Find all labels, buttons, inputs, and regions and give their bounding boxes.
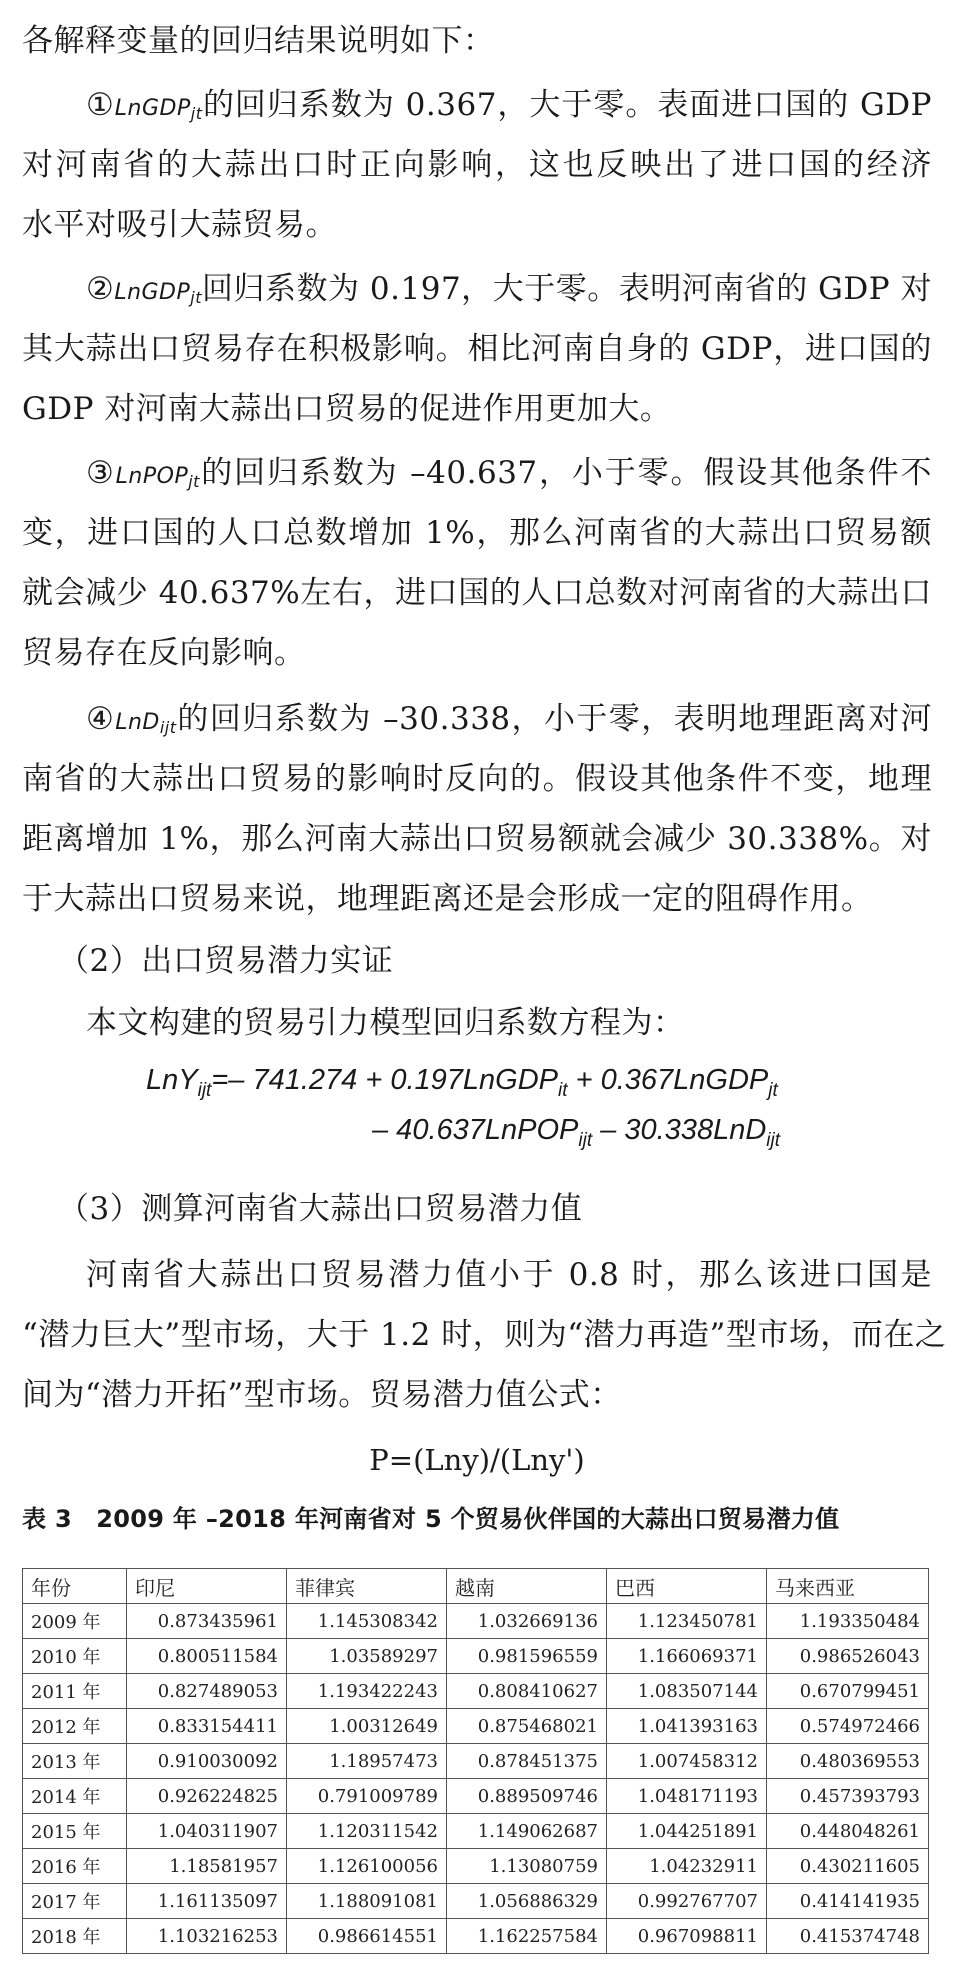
- value-cell: 1.149062687: [447, 1814, 607, 1849]
- value-cell: 0.981596559: [447, 1639, 607, 1674]
- value-cell: 1.044251891: [607, 1814, 767, 1849]
- value-cell: 0.414141935: [767, 1884, 929, 1919]
- eq-term-1-subscript: jt: [768, 1079, 778, 1101]
- value-cell: 0.480369553: [767, 1744, 929, 1779]
- value-cell: 1.18581957: [127, 1849, 287, 1884]
- p2-line1-text: 回归系数为 0.197，大于零。表明河南省的 GDP 对: [202, 271, 932, 307]
- value-cell: 1.007458312: [607, 1744, 767, 1779]
- value-cell: 1.048171193: [607, 1779, 767, 1814]
- value-cell: 1.166069371: [607, 1639, 767, 1674]
- p2-line2: 其大蒜出口贸易存在积极影响。相比河南自身的 GDP，进口国的: [22, 331, 932, 367]
- value-cell: 1.161135097: [127, 1884, 287, 1919]
- value-cell: 0.878451375: [447, 1744, 607, 1779]
- value-cell: 0.926224825: [127, 1779, 287, 1814]
- eq-lhs: LnY: [146, 1064, 198, 1096]
- var-base: LnD: [115, 710, 160, 735]
- value-cell: 0.992767707: [607, 1884, 767, 1919]
- var-subscript: ijt: [159, 718, 177, 737]
- p2-line1: [86, 270, 932, 317]
- value-cell: 0.873435961: [127, 1604, 287, 1639]
- p3-line3: 就会减少 40.637%左右，进口国的人口总数对河南省的大蒜出口: [22, 575, 932, 611]
- eq-term-3: – 30.338LnD: [592, 1114, 767, 1146]
- value-cell: 1.145308342: [287, 1604, 447, 1639]
- value-cell: 0.827489053: [127, 1674, 287, 1709]
- value-cell: 1.193350484: [767, 1604, 929, 1639]
- value-cell: 0.574972466: [767, 1709, 929, 1744]
- p6-line1: 河南省大蒜出口贸易潜力值小于 0.8 时，那么该进口国是: [86, 1257, 932, 1293]
- section-heading-3: （3）测算河南省大蒜出口贸易潜力值: [58, 1191, 583, 1227]
- eq-lhs-subscript: ijt: [197, 1079, 212, 1101]
- value-cell: 1.040311907: [127, 1814, 287, 1849]
- value-cell: 0.670799451: [767, 1674, 929, 1709]
- p4-line1: [86, 700, 932, 747]
- table-body: [23, 1604, 929, 1954]
- table-row: [23, 1674, 929, 1709]
- value-cell: 0.448048261: [767, 1814, 929, 1849]
- p3-line1: [86, 454, 932, 501]
- variable-lngdp-jt: [115, 96, 203, 121]
- table-row: [23, 1919, 929, 1954]
- p4-line4: 于大蒜出口贸易来说，地理距离还是会形成一定的阻碍作用。: [22, 881, 873, 917]
- year-cell: 2018 年: [23, 1919, 127, 1954]
- header-brazil: 巴西: [607, 1569, 767, 1604]
- eq-term-2: – 40.637LnPOP: [372, 1114, 579, 1146]
- potential-table: [22, 1568, 929, 1954]
- value-cell: 1.126100056: [287, 1849, 447, 1884]
- value-cell: 0.457393793: [767, 1779, 929, 1814]
- circled-number-4: ④: [86, 701, 116, 737]
- value-cell: 1.04232911: [607, 1849, 767, 1884]
- variable-lnpop-jt: [116, 464, 200, 489]
- year-cell: 2014 年: [23, 1779, 127, 1814]
- p1-line1: [86, 86, 932, 133]
- year-cell: 2015 年: [23, 1814, 127, 1849]
- eq-term-2-subscript: ijt: [578, 1129, 593, 1151]
- header-indonesia: 印尼: [127, 1569, 287, 1604]
- value-cell: 1.193422243: [287, 1674, 447, 1709]
- value-cell: 0.800511584: [127, 1639, 287, 1674]
- value-cell: 0.430211605: [767, 1849, 929, 1884]
- year-cell: 2010 年: [23, 1639, 127, 1674]
- value-cell: 0.910030092: [127, 1744, 287, 1779]
- value-cell: 1.056886329: [447, 1884, 607, 1919]
- equation-line-2: [372, 1112, 780, 1159]
- value-cell: 1.120311542: [287, 1814, 447, 1849]
- value-cell: 1.123450781: [607, 1604, 767, 1639]
- value-cell: 0.808410627: [447, 1674, 607, 1709]
- value-cell: 0.986614551: [287, 1919, 447, 1954]
- circled-number-1: ①: [86, 87, 115, 123]
- header-malaysia: 马来西亚: [767, 1569, 929, 1604]
- table-header-row: [23, 1569, 929, 1604]
- p1-line3: 水平对吸引大蒜贸易。: [22, 207, 337, 243]
- year-cell: 2011 年: [23, 1674, 127, 1709]
- value-cell: 0.967098811: [607, 1919, 767, 1954]
- value-cell: 1.032669136: [447, 1604, 607, 1639]
- p2-line3: GDP 对河南大蒜出口贸易的促进作用更加大。: [22, 391, 672, 427]
- var-subscript: jt: [188, 472, 200, 491]
- table-row: [23, 1779, 929, 1814]
- potential-formula: P=(Lny)/(Lny'): [369, 1443, 585, 1477]
- p1-line1-text: 的回归系数为 0.367，大于零。表面进口国的 GDP: [202, 87, 932, 123]
- header-vietnam: 越南: [447, 1569, 607, 1604]
- table-row: [23, 1744, 929, 1779]
- header-year: 年份: [23, 1569, 127, 1604]
- value-cell: 1.18957473: [287, 1744, 447, 1779]
- value-cell: 1.041393163: [607, 1709, 767, 1744]
- var-base: LnGDP: [114, 280, 191, 305]
- p3-line1-text: 的回归系数为 –40.637，小于零。假设其他条件不: [199, 455, 932, 491]
- year-cell: 2012 年: [23, 1709, 127, 1744]
- value-cell: 1.13080759: [447, 1849, 607, 1884]
- year-cell: 2017 年: [23, 1884, 127, 1919]
- value-cell: 0.791009789: [287, 1779, 447, 1814]
- p4-line2: 南省的大蒜出口贸易的影响时反向的。假设其他条件不变，地理: [22, 761, 932, 797]
- value-cell: 0.986526043: [767, 1639, 929, 1674]
- year-cell: 2016 年: [23, 1849, 127, 1884]
- p1-line2: 对河南省的大蒜出口时正向影响，这也反映出了进口国的经济: [22, 147, 932, 183]
- year-cell: 2013 年: [23, 1744, 127, 1779]
- var-subscript: jt: [190, 104, 203, 123]
- table-row: [23, 1814, 929, 1849]
- p5-line: 本文构建的贸易引力模型回归系数方程为：: [86, 1005, 685, 1041]
- value-cell: 0.415374748: [767, 1919, 929, 1954]
- table-row: [23, 1709, 929, 1744]
- value-cell: 1.162257584: [447, 1919, 607, 1954]
- var-base: LnGDP: [114, 96, 191, 121]
- eq-term-0: =– 741.274 + 0.197LnGDP: [211, 1064, 559, 1096]
- p3-line2: 变，进口国的人口总数增加 1%，那么河南省的大蒜出口贸易额: [22, 515, 932, 551]
- value-cell: 1.103216253: [127, 1919, 287, 1954]
- eq-term-0-subscript: it: [558, 1079, 568, 1101]
- p4-line1-text: 的回归系数为 –30.338，小于零，表明地理距离对河: [176, 701, 932, 737]
- variable-lngdp-jt: [114, 280, 202, 305]
- eq-term-1: + 0.367LnGDP: [567, 1064, 769, 1096]
- header-philippines: 菲律宾: [287, 1569, 447, 1604]
- var-subscript: jt: [190, 288, 202, 307]
- intro-line: 各解释变量的回归结果说明如下：: [22, 23, 495, 59]
- year-cell: 2009 年: [23, 1604, 127, 1639]
- equation-line-1: [146, 1062, 778, 1109]
- p4-line3: 距离增加 1%，那么河南大蒜出口贸易额就会减少 30.338%。对: [22, 821, 932, 857]
- value-cell: 1.00312649: [287, 1709, 447, 1744]
- eq-term-3-subscript: ijt: [766, 1129, 781, 1151]
- value-cell: 1.083507144: [607, 1674, 767, 1709]
- p6-line3: 间为“潜力开拓”型市场。贸易潜力值公式：: [22, 1377, 622, 1413]
- section-heading-2: （2）出口贸易潜力实证: [58, 943, 394, 979]
- p3-line4: 贸易存在反向影响。: [22, 635, 306, 671]
- value-cell: 1.03589297: [287, 1639, 447, 1674]
- table-row: [23, 1604, 929, 1639]
- variable-lnd-ijt: [115, 710, 176, 735]
- circled-number-3: ③: [86, 455, 116, 491]
- value-cell: 1.188091081: [287, 1884, 447, 1919]
- table-row: [23, 1849, 929, 1884]
- value-cell: 0.875468021: [447, 1709, 607, 1744]
- circled-number-2: ②: [86, 271, 115, 307]
- value-cell: 0.833154411: [127, 1709, 287, 1744]
- table-row: [23, 1884, 929, 1919]
- var-base: LnPOP: [115, 464, 189, 489]
- table-caption: 表 3 2009 年 –2018 年河南省对 5 个贸易伙伴国的大蒜出口贸易潜力值: [22, 1505, 840, 1533]
- table-row: [23, 1639, 929, 1674]
- value-cell: 0.889509746: [447, 1779, 607, 1814]
- p6-line2: “潜力巨大”型市场，大于 1.2 时，则为“潜力再造”型市场，而在之: [22, 1317, 947, 1353]
